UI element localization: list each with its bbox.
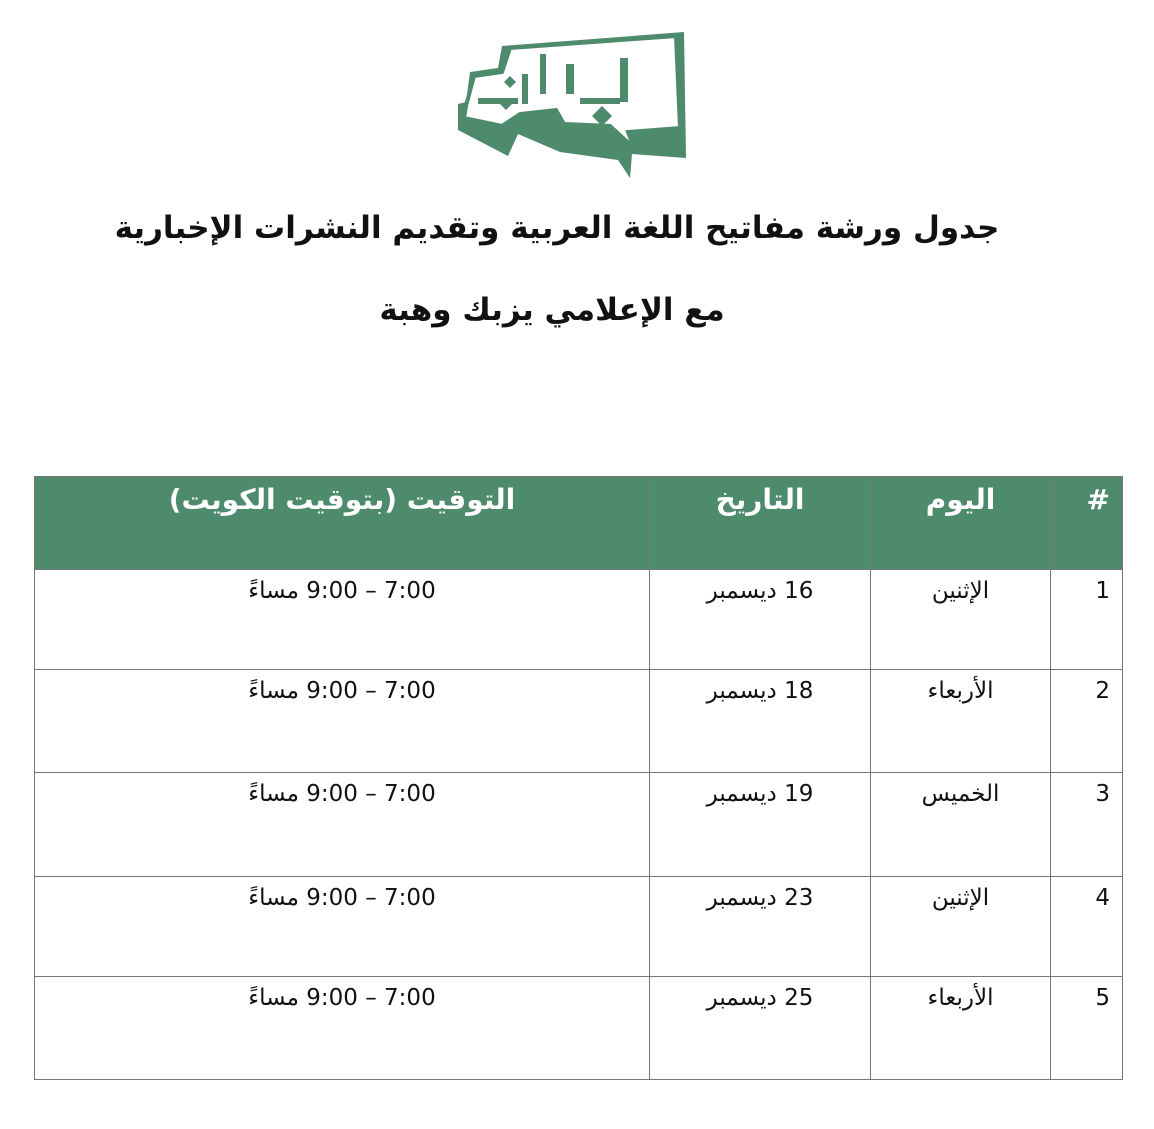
row-time: 7:00 – 9:00 مساءً [35,570,650,670]
row-date: 23 ديسمبر [650,877,871,977]
table-row [35,977,1123,1080]
row-num: 5 [1051,977,1123,1080]
row-date: 19 ديسمبر [650,773,871,877]
row-day: الأربعاء [871,670,1051,773]
table-row [35,670,1123,773]
page-subtitle: مع الإعلامي يزبك وهبة [379,292,725,328]
row-num: 4 [1051,877,1123,977]
row-num: 2 [1051,670,1123,773]
row-date: 18 ديسمبر [650,670,871,773]
page-title: جدول ورشة مفاتيح اللغة العربية وتقديم النشرات الإخبارية [114,210,1000,246]
header-time: التوقيت (بتوقيت الكويت) [35,477,650,570]
table-row [35,773,1123,877]
row-day: الإثنين [871,877,1051,977]
header-date: التاريخ [650,477,871,570]
row-num: 3 [1051,773,1123,877]
row-date: 25 ديسمبر [650,977,871,1080]
row-time: 7:00 – 9:00 مساءً [35,773,650,877]
row-date: 16 ديسمبر [650,570,871,670]
row-time: 7:00 – 9:00 مساءً [35,977,650,1080]
row-day: الإثنين [871,570,1051,670]
row-time: 7:00 – 9:00 مساءً [35,670,650,773]
row-day: الخميس [871,773,1051,877]
table-header-row [35,477,1123,570]
header-day: اليوم [871,477,1051,570]
header-num: # [1051,477,1123,570]
row-num: 1 [1051,570,1123,670]
logo [450,28,690,180]
schedule-table [34,476,1123,1080]
row-day: الأربعاء [871,977,1051,1080]
table-row [35,877,1123,977]
table-row [35,570,1123,670]
row-time: 7:00 – 9:00 مساءً [35,877,650,977]
